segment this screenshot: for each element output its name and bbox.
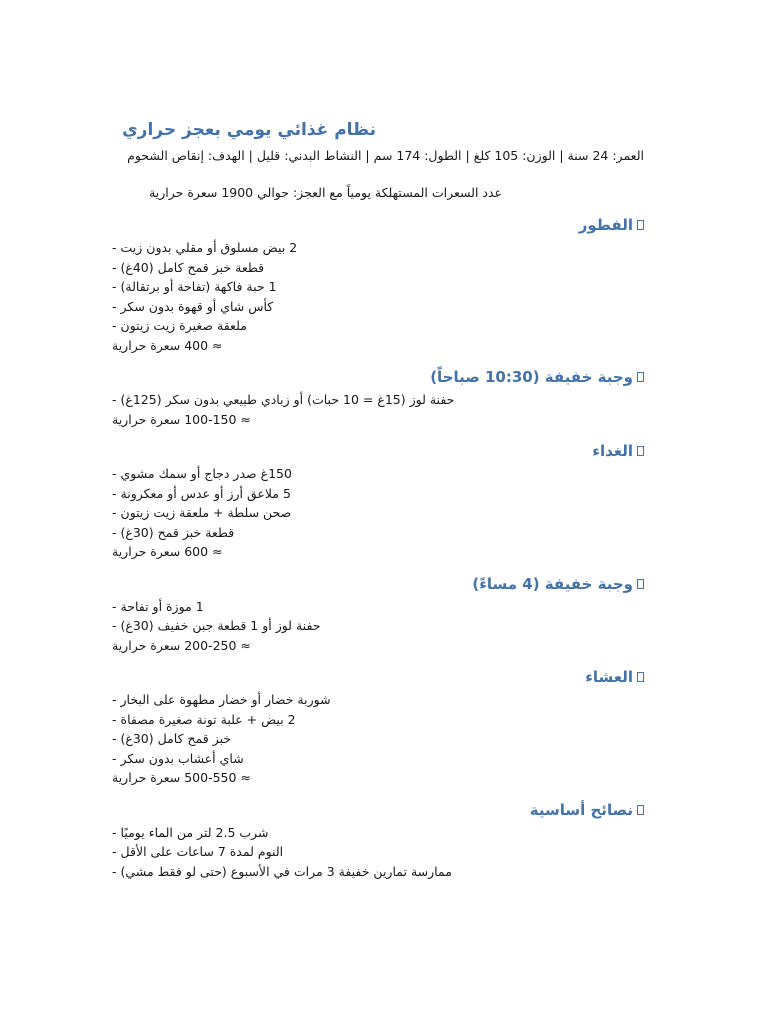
section-title: وجبة خفيفة (4 مساءً): [472, 574, 633, 593]
list-dash: -: [112, 505, 117, 520]
list-item: [112, 484, 644, 504]
list-dash: -: [112, 392, 117, 407]
profile-line: العمر: 24 سنة | الوزن: 105 كلغ | الطول: 174 سم | النشاط البدني: قليل | الهدف: إنقاص الشحوم: [127, 148, 644, 163]
list-item-text: صحن سلطة + ملعقة زيت زيتون: [120, 505, 292, 520]
list-item-text: حفنة لوز أو 1 قطعة جبن خفيف (30غ): [120, 618, 321, 633]
list-dash: -: [112, 598, 117, 614]
document-title: نظام غذائي يومي بعجز حراري: [122, 120, 376, 140]
missing-glyph-icon: [637, 805, 644, 815]
list-item: [112, 258, 644, 278]
section-heading: [112, 573, 644, 595]
list-item-text: 1 موزة أو تفاحة: [120, 598, 204, 614]
list-item: [112, 464, 644, 484]
calorie-total: [112, 542, 644, 562]
missing-glyph-icon: [637, 220, 644, 230]
list-item-text: شرب 2.5 لتر من الماء يوميًا: [120, 824, 269, 840]
list-item: [112, 823, 644, 843]
calorie-total: [112, 636, 644, 656]
missing-glyph-icon: [637, 446, 644, 456]
list-dash: -: [112, 466, 117, 481]
list-dash: -: [112, 259, 117, 275]
list-item: [112, 316, 644, 336]
missing-glyph-icon: [637, 672, 644, 682]
list-item: [112, 862, 644, 882]
list-dash: -: [112, 692, 117, 707]
calorie-total: [112, 336, 644, 356]
list-item: [112, 729, 644, 749]
calorie-total-text: ≈ 100-150 سعرة حرارية: [112, 411, 251, 427]
list-item-text: 2 بيض + علبة تونة صغيرة مصفاة: [120, 711, 296, 727]
list-dash: -: [112, 750, 117, 766]
list-dash: -: [112, 318, 117, 333]
list-dash: -: [112, 711, 117, 727]
calorie-total: [112, 768, 644, 788]
section: [112, 666, 644, 788]
list-item-text: شوربة خضار أو خضار مطهوة على البخار: [120, 692, 331, 707]
list-dash: -: [112, 731, 117, 746]
list-item: [112, 842, 644, 862]
list-item-text: ممارسة تمارين خفيفة 3 مرات في الأسبوع (حتى لو فقط مشي): [120, 863, 452, 879]
list-item-text: حفنة لوز (15غ = 10 حبات) أو زبادي طبيعي بدون سكر (125غ): [120, 392, 455, 407]
list-item-text: 150غ صدر دجاج أو سمك مشوي: [120, 466, 292, 481]
list-dash: -: [112, 524, 117, 540]
section: [112, 799, 644, 882]
list-dash: -: [112, 298, 117, 314]
list-item-text: قطعة خبز قمح (30غ): [120, 524, 235, 540]
section-heading: [112, 214, 644, 236]
calorie-total-text: ≈ 200-250 سعرة حرارية: [112, 637, 251, 653]
list-item: [112, 749, 644, 769]
list-item: [112, 390, 644, 410]
list-item-text: 5 ملاعق أرز أو عدس أو معكرونة: [120, 485, 291, 501]
list-dash: -: [112, 863, 117, 879]
daily-calories-line: عدد السعرات المستهلكة يومياً مع العجز: حوالي 1900 سعرة حرارية: [149, 185, 502, 200]
list-item: [112, 523, 644, 543]
list-item-text: قطعة خبز قمح كامل (40غ): [120, 259, 265, 275]
section: [112, 573, 644, 656]
list-dash: -: [112, 824, 117, 840]
section-title: وجبة خفيفة (10:30 صباحاً): [430, 368, 633, 386]
section: [112, 440, 644, 562]
list-item-text: 2 بيض مسلوق أو مقلي بدون زيت: [120, 240, 298, 255]
meal-sections: [112, 214, 644, 881]
missing-glyph-icon: [637, 579, 644, 589]
list-item-text: ملعقة صغيرة زيت زيتون: [120, 318, 247, 333]
list-dash: -: [112, 618, 117, 633]
list-dash: -: [112, 279, 117, 294]
list-dash: -: [112, 240, 117, 255]
section: [112, 366, 644, 429]
section-heading: [112, 440, 644, 462]
section: [112, 214, 644, 355]
section-title: الفطور: [578, 216, 633, 234]
list-item: [112, 597, 644, 617]
list-item: [112, 297, 644, 317]
list-item-text: شاي أعشاب بدون سكر: [120, 750, 244, 766]
list-item-text: 1 حبة فاكهة (تفاحة أو برتقالة): [120, 279, 277, 294]
list-item: [112, 238, 644, 258]
calorie-total-text: ≈ 400 سعرة حرارية: [112, 337, 223, 353]
list-item-text: النوم لمدة 7 ساعات على الأقل: [120, 844, 284, 859]
section-heading: [112, 799, 644, 821]
missing-glyph-icon: [637, 372, 644, 382]
section-title: الغداء: [592, 442, 633, 460]
list-item-text: كأس شاي أو قهوة بدون سكر: [120, 298, 274, 314]
list-item: [112, 690, 644, 710]
calorie-total-text: ≈ 500-550 سعرة حرارية: [112, 770, 251, 785]
calorie-total-text: ≈ 600 سعرة حرارية: [112, 544, 223, 559]
list-item: [112, 503, 644, 523]
list-item-text: خبز قمح كامل (30غ): [120, 731, 232, 746]
list-dash: -: [112, 485, 117, 501]
list-dash: -: [112, 844, 117, 859]
section-heading: [112, 366, 644, 388]
calorie-total: [112, 410, 644, 430]
list-item: [112, 710, 644, 730]
list-item: [112, 277, 644, 297]
section-title: نصائح أساسية: [529, 800, 633, 819]
list-item: [112, 616, 644, 636]
section-heading: [112, 666, 644, 688]
document-page: [112, 118, 644, 892]
section-title: العشاء: [585, 668, 633, 686]
